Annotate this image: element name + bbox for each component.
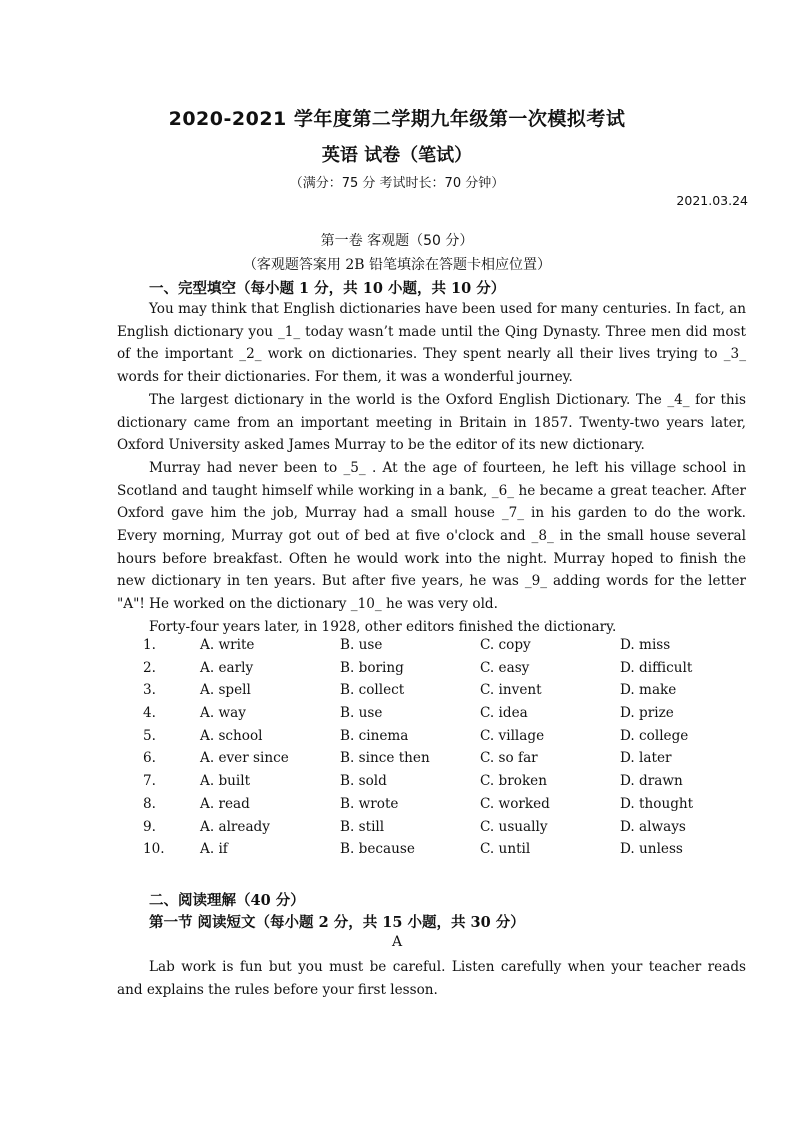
question-number: 9.: [143, 818, 156, 835]
option-d: D. difficult: [620, 659, 693, 676]
question-number: 7.: [143, 773, 156, 790]
reading-paragraph: Lab work is fun but you must be careful. Listen carefully when your teacher reads and explains the rules before your first lesson.: [117, 959, 746, 998]
option-d: D. thought: [620, 795, 694, 812]
option-d: D. drawn: [620, 773, 683, 790]
option-c: C. so far: [480, 750, 538, 767]
option-d: D. make: [620, 682, 677, 699]
option-c: C. worked: [480, 795, 550, 812]
option-a: A. already: [200, 818, 270, 835]
option-a: A. spell: [200, 682, 251, 699]
cloze-paragraph: Murray had never been to _5_ . At the age of fourteen, he left his village school in Scotland and taught himself while working in a bank, _6_ he became a great teacher. After Oxford gave him the job, Murray had a small house _7_ in his garden to do the work. Every morning, Murray got out of bed at five o'clock and _8_ in the small house several hours before breakfast. Often he would work into the night. Murray hoped to finish the new dictionary in ten years. But after five years, he was _9_ adding words for the letter "A"! He worked on the dictionary _10_ he was very old.: [117, 459, 746, 613]
cloze-passage: [117, 298, 746, 639]
question-number: 5.: [143, 727, 156, 744]
passage-letter: A: [391, 934, 403, 950]
option-row: [0, 819, 794, 842]
option-a: A. ever since: [200, 750, 289, 767]
option-row: [0, 728, 794, 751]
option-a: A. way: [200, 705, 246, 722]
question-number: 2.: [143, 659, 156, 676]
option-c: C. broken: [480, 773, 547, 790]
option-c: C. idea: [480, 705, 528, 722]
option-d: D. unless: [620, 841, 683, 858]
option-b: B. sold: [340, 773, 387, 790]
section1-heading: 一、完型填空（每小题 1 分，共 10 小题，共 10 分）: [149, 280, 506, 297]
reading-passage: [117, 956, 746, 1001]
option-c: C. usually: [480, 818, 548, 835]
option-b: B. boring: [340, 659, 404, 676]
option-b: B. wrote: [340, 795, 399, 812]
option-row: [0, 796, 794, 819]
option-a: A. early: [200, 659, 254, 676]
option-b: B. use: [340, 705, 383, 722]
option-row: [0, 773, 794, 796]
option-d: D. always: [620, 818, 686, 835]
option-a: A. read: [200, 795, 250, 812]
cloze-paragraph: You may think that English dictionaries have been used for many centuries. In fact, an English dictionary you _1_ today wasn’t made until the Qing Dynasty. Three men did most of the important _2_ work on dictionaries. They spent nearly all their lives trying to _3_ words for their dictionaries. For them, it was a wonderful journey.: [117, 301, 746, 386]
option-b: B. still: [340, 818, 385, 835]
option-b: B. use: [340, 637, 383, 653]
question-number: 4.: [143, 705, 156, 722]
option-d: D. college: [620, 727, 689, 744]
part1-title: 第一卷 客观题（50 分）: [320, 233, 474, 249]
option-row: [0, 637, 794, 660]
option-a: A. built: [200, 773, 251, 790]
option-row: [0, 705, 794, 728]
part2-section-heading: 第一节 阅读短文（每小题 2 分，共 15 小题，共 30 分）: [149, 914, 525, 931]
option-c: C. easy: [480, 659, 530, 676]
option-row: [0, 841, 794, 864]
option-c: C. until: [480, 841, 531, 858]
option-d: D. prize: [620, 705, 674, 722]
option-d: D. miss: [620, 637, 671, 653]
option-row: [0, 660, 794, 683]
option-b: B. since then: [340, 750, 430, 767]
option-row: [0, 750, 794, 773]
option-a: A. school: [200, 727, 263, 744]
option-b: B. because: [340, 841, 415, 858]
exam-meta: （满分：75 分 考试时长：70 分钟）: [289, 176, 505, 191]
exam-title: 2020-2021 学年度第二学期九年级第一次模拟考试: [168, 108, 626, 130]
option-d: D. later: [620, 750, 672, 767]
question-number: 1.: [143, 637, 156, 653]
option-a: A. if: [200, 841, 228, 858]
exam-date: 2021.03.24: [676, 193, 748, 208]
question-number: 6.: [143, 750, 156, 767]
option-b: B. collect: [340, 682, 405, 699]
option-c: C. village: [480, 727, 545, 744]
option-c: C. invent: [480, 682, 542, 699]
part2-heading: 二、阅读理解（40 分）: [149, 892, 305, 909]
part1-note: （客观题答案用 2B 铅笔填涂在答题卡相应位置）: [242, 257, 552, 273]
option-row: [0, 682, 794, 705]
cloze-paragraph: Forty-four years later, in 1928, other editors finished the dictionary.: [149, 618, 617, 635]
question-number: 10.: [143, 841, 165, 858]
question-number: 8.: [143, 795, 156, 812]
option-c: C. copy: [480, 637, 531, 653]
option-b: B. cinema: [340, 727, 409, 744]
options-list: [0, 637, 794, 864]
exam-subtitle: 英语 试卷（笔试）: [321, 145, 473, 166]
cloze-paragraph: The largest dictionary in the world is the Oxford English Dictionary. The _4_ for this dictionary came from an important meeting in Britain in 1857. Twenty-two years later, Oxford University asked James Murray to be the editor of its new dictionary.: [117, 391, 746, 454]
question-number: 3.: [143, 682, 156, 699]
option-a: A. write: [200, 637, 255, 653]
